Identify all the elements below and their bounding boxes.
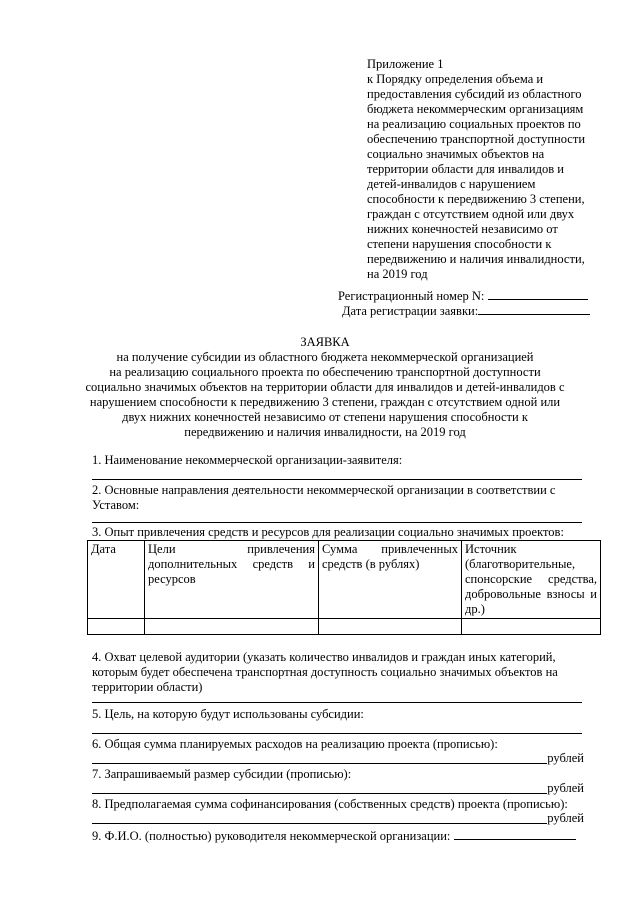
appendix-line: граждан с отсутствием одной или двух [367, 207, 575, 221]
table-cell[interactable] [319, 619, 462, 635]
section-4 [92, 650, 600, 695]
appendix-line: на реализацию социальных проектов по [367, 117, 581, 131]
section-2-label-cont: Уставом: [92, 498, 140, 512]
section-5-answer-line[interactable] [92, 733, 582, 734]
appendix-line: бюджета некоммерческим организациям [367, 102, 584, 116]
column-header-source: Источник (благотворительные, спонсорские средства, добровольные взносы и др.) [462, 541, 601, 619]
appendix-line: обеспечению транспортной доступности [367, 132, 586, 146]
section-8 [92, 797, 600, 812]
page-title: ЗАЯВКА [300, 335, 350, 349]
section-5 [92, 707, 600, 722]
column-header-amount: Сумма привлеченных средств (в рублях) [319, 541, 462, 619]
section-8-amount [92, 811, 592, 826]
section-2-label: 2. Основные направления деятельности некоммерческой организации в соответствии с [92, 483, 556, 497]
column-header-goals: Цели привлечения дополнительных средств и ресурсов [145, 541, 319, 619]
section-3 [92, 525, 600, 540]
appendix-line: к Порядку определения объема и [367, 72, 544, 86]
title-line: на реализацию социального проекта по обеспечению транспортной доступности [109, 365, 541, 379]
appendix-line: детей-инвалидов с нарушением [367, 177, 536, 191]
section-1-label: 1. Наименование некоммерческой организации-заявителя: [92, 453, 403, 467]
section-6-amount [92, 751, 592, 766]
title-line: социально значимых объектов на территории области для инвалидов и детей-инвалидов с [85, 380, 565, 394]
registration-number-field[interactable] [488, 287, 588, 300]
section-5-label: 5. Цель, на которую будут использованы субсидии: [92, 707, 364, 721]
section-7 [92, 767, 600, 782]
registration-block [338, 287, 598, 317]
appendix-line: передвижению и наличия инвалидности, [367, 252, 585, 266]
table-cell[interactable] [145, 619, 319, 635]
appendix-line: на 2019 год [367, 267, 428, 281]
appendix-line: территории области для инвалидов и [367, 162, 564, 176]
section-4-label: 4. Охват целевой аудитории (указать количество инвалидов и граждан иных категорий, [92, 650, 556, 664]
section-2 [92, 483, 600, 513]
section-2-answer-line[interactable] [92, 522, 582, 523]
registration-number-label: Регистрационный номер N: [338, 289, 485, 303]
column-header-date: Дата [88, 541, 145, 619]
section-6-label: 6. Общая сумма планируемых расходов на реализацию проекта (прописью): [92, 737, 498, 751]
appendix-line: нижних конечностей независимо от [367, 222, 558, 236]
title-line: передвижению и наличия инвалидности, на 2019 год [184, 425, 466, 439]
experience-table [87, 540, 601, 635]
title-line: на получение субсидии из областного бюджета некоммерческой организацией [116, 350, 534, 364]
section-6 [92, 737, 600, 752]
section-4-label-cont: которым будет обеспечена транспортная доступность социально значимых объектов на [92, 665, 558, 679]
table-cell[interactable] [88, 619, 145, 635]
title-line: двух нижних конечностей независимо от степени нарушения способности к [122, 410, 528, 424]
appendix-line: социально значимых объектов на [367, 147, 545, 161]
registration-date-field[interactable] [478, 302, 590, 315]
section-3-label: 3. Опыт привлечения средств и ресурсов для реализации социально значимых проектов: [92, 525, 564, 539]
appendix-note [367, 57, 607, 282]
section-9-answer-line[interactable] [454, 827, 576, 840]
title-line: нарушением способности к передвижению 3 степени, граждан с отсутствием одной или [89, 395, 561, 409]
appendix-line: предоставления субсидий из областного [367, 87, 582, 101]
section-7-amount [92, 781, 592, 796]
appendix-line: Приложение 1 [367, 57, 444, 71]
appendix-line: степени нарушения способности к [367, 237, 552, 251]
currency-label: рублей [547, 751, 584, 765]
table-header-row [88, 541, 601, 619]
currency-label: рублей [547, 781, 584, 795]
section-7-label: 7. Запрашиваемый размер субсидии (прописью): [92, 767, 352, 781]
section-4-label-cont: территории области) [92, 680, 203, 694]
section-9 [92, 827, 600, 844]
section-8-answer-line[interactable] [92, 823, 547, 824]
currency-label: рублей [547, 811, 584, 825]
table-cell[interactable] [462, 619, 601, 635]
section-9-label: 9. Ф.И.О. (полностью) руководителя некоммерческой организации: [92, 829, 451, 843]
section-1-answer-line[interactable] [92, 479, 582, 480]
section-1 [92, 453, 600, 468]
section-8-label: 8. Предполагаемая сумма софинансирования (собственных средств) проекта (прописью): [92, 797, 568, 811]
table-row [88, 619, 601, 635]
appendix-line: способности к передвижению 3 степени, [367, 192, 585, 206]
section-4-answer-line[interactable] [92, 702, 582, 703]
section-6-answer-line[interactable] [92, 763, 547, 764]
application-title [80, 335, 570, 440]
registration-date-label: Дата регистрации заявки: [342, 304, 479, 318]
section-7-answer-line[interactable] [92, 793, 547, 794]
